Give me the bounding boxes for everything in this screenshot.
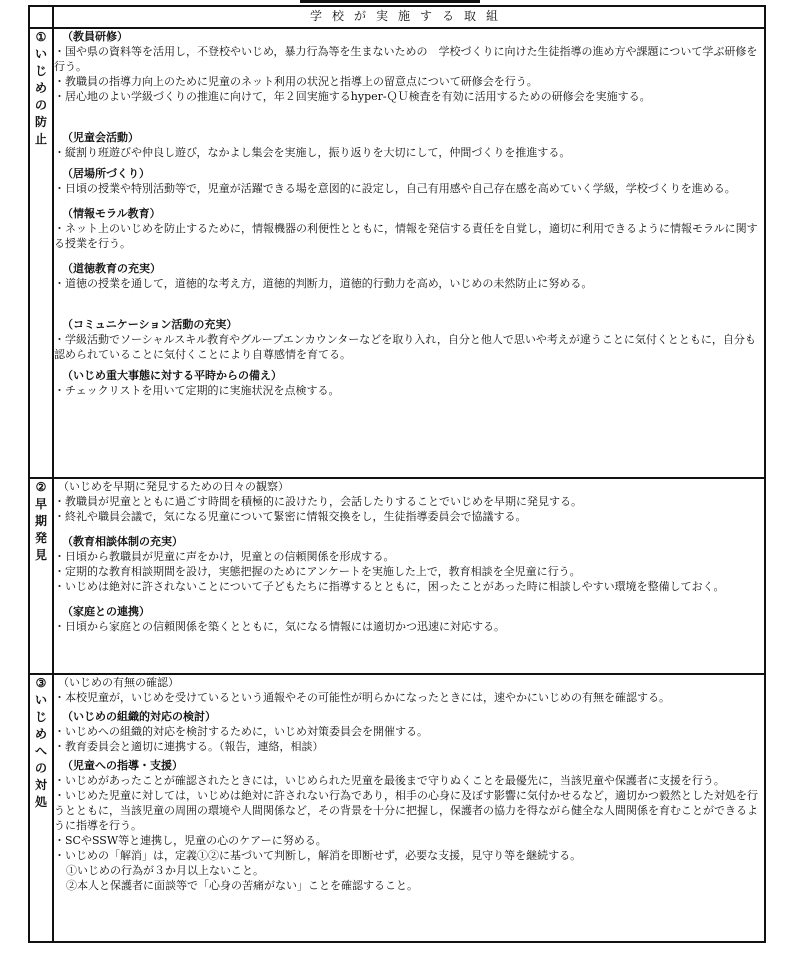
section-counseling-system: [54, 534, 764, 594]
list-item: ・国や県の資料等を活用し，不登校やいじめ，暴力行為等を生まないための 学校づくりに向けた生徒指導の進め方や課題について学ぶ研修を行う。: [54, 45, 758, 73]
section-guidance-support: [54, 758, 764, 893]
list-item: ・日頃の授業や特別活動等で，児童が活躍できる場を意図的に設定し，自己有用感や自己存在感を高めていく学級，学校づくりを進める。: [54, 182, 736, 195]
label-char: ②: [35, 480, 47, 494]
section-confirmation: [54, 675, 764, 705]
section-title: （いじめを早期に発見するための日々の観察）: [58, 480, 289, 493]
list-item: ・居心地のよい学級づくりの推進に向けて，年２回実施するhyper-ＱＵ検査を有効に活用するための研修会を実施する。: [54, 90, 651, 103]
list-item: ・いじめがあったことが確認されたときには，いじめられた児童を最後まで守りぬくことを最優先に，当該児童や保護者に支援を行う。: [54, 774, 725, 787]
section-communication: [54, 317, 764, 362]
section-daily-observation: [54, 479, 764, 524]
top-edge-bar: [300, 0, 480, 3]
section-family-cooperation: [54, 604, 764, 634]
section-title: （いじめの有無の確認）: [58, 676, 179, 689]
section-serious-case-preparedness: [54, 368, 764, 398]
list-item: ・終礼や職員会議で，気になる児童について緊密に情報交換をし，生徒指導委員会で協議する。: [54, 510, 527, 523]
section-title: （教育相談体制の充実）: [62, 535, 183, 548]
list-item: ①いじめの行為が３か月以上ないこと。: [66, 864, 264, 877]
label-char: 処: [34, 795, 47, 809]
section-title: （いじめの組織的対応の検討）: [62, 710, 216, 723]
list-item: ・縦割り班遊びや仲良し遊び，なかよし集会を実施し，振り返りを大切にして，仲間づくりを推進する。: [54, 146, 571, 159]
label-char: 防: [34, 115, 47, 129]
list-item: ・教育委員会と適切に連携する。（報告，連絡，相談）: [54, 740, 324, 753]
list-item: ②本人と保護者に面談等で「心身の苦痛がない」ことを確認すること。: [66, 879, 418, 892]
list-item: ・定期的な教育相談期間を設け，実態把握のためにアンケートを実施した上で，教育相談を全児童に行う。: [54, 565, 581, 578]
list-item: ・本校児童が，いじめを受けているという通報やその可能性が明らかになったときには，速やかにいじめの有無を確認する。: [54, 691, 670, 704]
list-item: ・教職員の指導力向上のために児童のネット利用の状況と指導上の留意点について研修会を行う。: [54, 75, 538, 88]
label-char: 期: [34, 514, 47, 528]
label-char: の: [34, 98, 47, 112]
list-item: ・日頃から家庭との信頼関係を築くとともに，気になる情報には適切かつ迅速に対応する。: [54, 620, 505, 633]
label-char: 発: [34, 531, 47, 545]
table-header: 学校が実施する取組: [53, 6, 765, 28]
label-char: め: [34, 81, 47, 95]
section-title: （教員研修）: [62, 30, 128, 43]
label-char: 早: [34, 497, 47, 511]
label-char: ①: [35, 30, 47, 44]
label-char: へ: [34, 744, 47, 758]
section-title: （道徳教育の充実）: [62, 262, 161, 275]
section-title: （家庭との連携）: [62, 605, 150, 618]
list-item: ・いじめた児童に対しては，いじめは絶対に許されない行為であり，相手の心身に及ぼす影響に気付かせるなど，適切かつ毅然とした対処を行うとともに，当該児童の周囲の環境や人間関係など，その背景を十分に把握し，保護者の協力を得ながら健全な人間関係を育むことができるように指導を行う。: [54, 789, 758, 832]
section-student-council: [54, 130, 764, 160]
label-char: じ: [34, 710, 47, 724]
section-info-moral: [54, 206, 764, 251]
row-content-response: [53, 674, 765, 942]
label-char: 止: [34, 132, 47, 146]
section-belonging: [54, 166, 764, 196]
list-item: ・ネット上のいじめを防止するために，情報機器の利便性とともに，情報を発信する責任を自覚し，適切に利用できるように情報モラルに関する授業を行う。: [54, 222, 758, 250]
row-label-response: [29, 674, 53, 942]
section-title: （情報モラル教育）: [62, 207, 161, 220]
label-char: い: [34, 47, 47, 61]
label-char: の: [34, 761, 47, 775]
row-content-prevention: [53, 28, 765, 478]
list-item: ・教職員が児童とともに過ごす時間を積極的に設けたり，会話したりすることでいじめを早期に発見する。: [54, 495, 582, 508]
label-char: ③: [35, 676, 47, 690]
row-content-early-detection: [53, 478, 765, 674]
list-item: ・学級活動でソーシャルスキル教育やグループエンカウンターなどを取り入れ，自分と他人で思いや考えが違うことに気付くとともに，自分も認められていることに気付くことにより自尊感情を育てる。: [54, 333, 756, 361]
section-teacher-training: [54, 29, 764, 104]
label-char: め: [34, 727, 47, 741]
header-blank-cell: [29, 6, 53, 28]
list-item: ・チェックリストを用いて定期的に実施状況を点検する。: [54, 384, 340, 397]
label-char: い: [34, 693, 47, 707]
section-organizational-response: [54, 709, 764, 754]
list-item: ・いじめへの組織的対応を検討するために，いじめ対策委員会を開催する。: [54, 725, 428, 738]
label-char: じ: [34, 64, 47, 78]
label-char: 見: [34, 548, 47, 562]
list-item: ・SCやSSW等と連携し，児童の心のケアーに努める。: [54, 834, 327, 847]
section-title: （居場所づくり）: [62, 167, 150, 180]
section-title: （児童会活動）: [62, 131, 139, 144]
list-item: ・道徳の授業を通して，道徳的な考え方，道徳的判断力，道徳的行動力を高め，いじめの未然防止に努める。: [54, 277, 593, 290]
section-title: （いじめ重大事態に対する平時からの備え）: [62, 369, 282, 382]
row-label-early-detection: [29, 478, 53, 674]
section-title: （児童への指導・支援）: [62, 759, 183, 772]
section-moral-education: [54, 261, 764, 291]
row-label-prevention: [29, 28, 53, 478]
list-item: ・日頃から教職員が児童に声をかけ，児童との信頼関係を形成する。: [54, 550, 395, 563]
list-item: ・いじめは絶対に許されないことについて子どもたちに指導するとともに，困ったことがあった時に相談しやすい環境を整備しておく。: [54, 580, 725, 593]
measures-table: [28, 5, 766, 943]
label-char: 対: [34, 778, 47, 792]
section-title: （コミュニケーション活動の充実）: [62, 318, 238, 331]
list-item: ・いじめの「解消」は，定義①②に基づいて判断し，解消を即断せず，必要な支援，見守り等を継続する。: [54, 849, 582, 862]
